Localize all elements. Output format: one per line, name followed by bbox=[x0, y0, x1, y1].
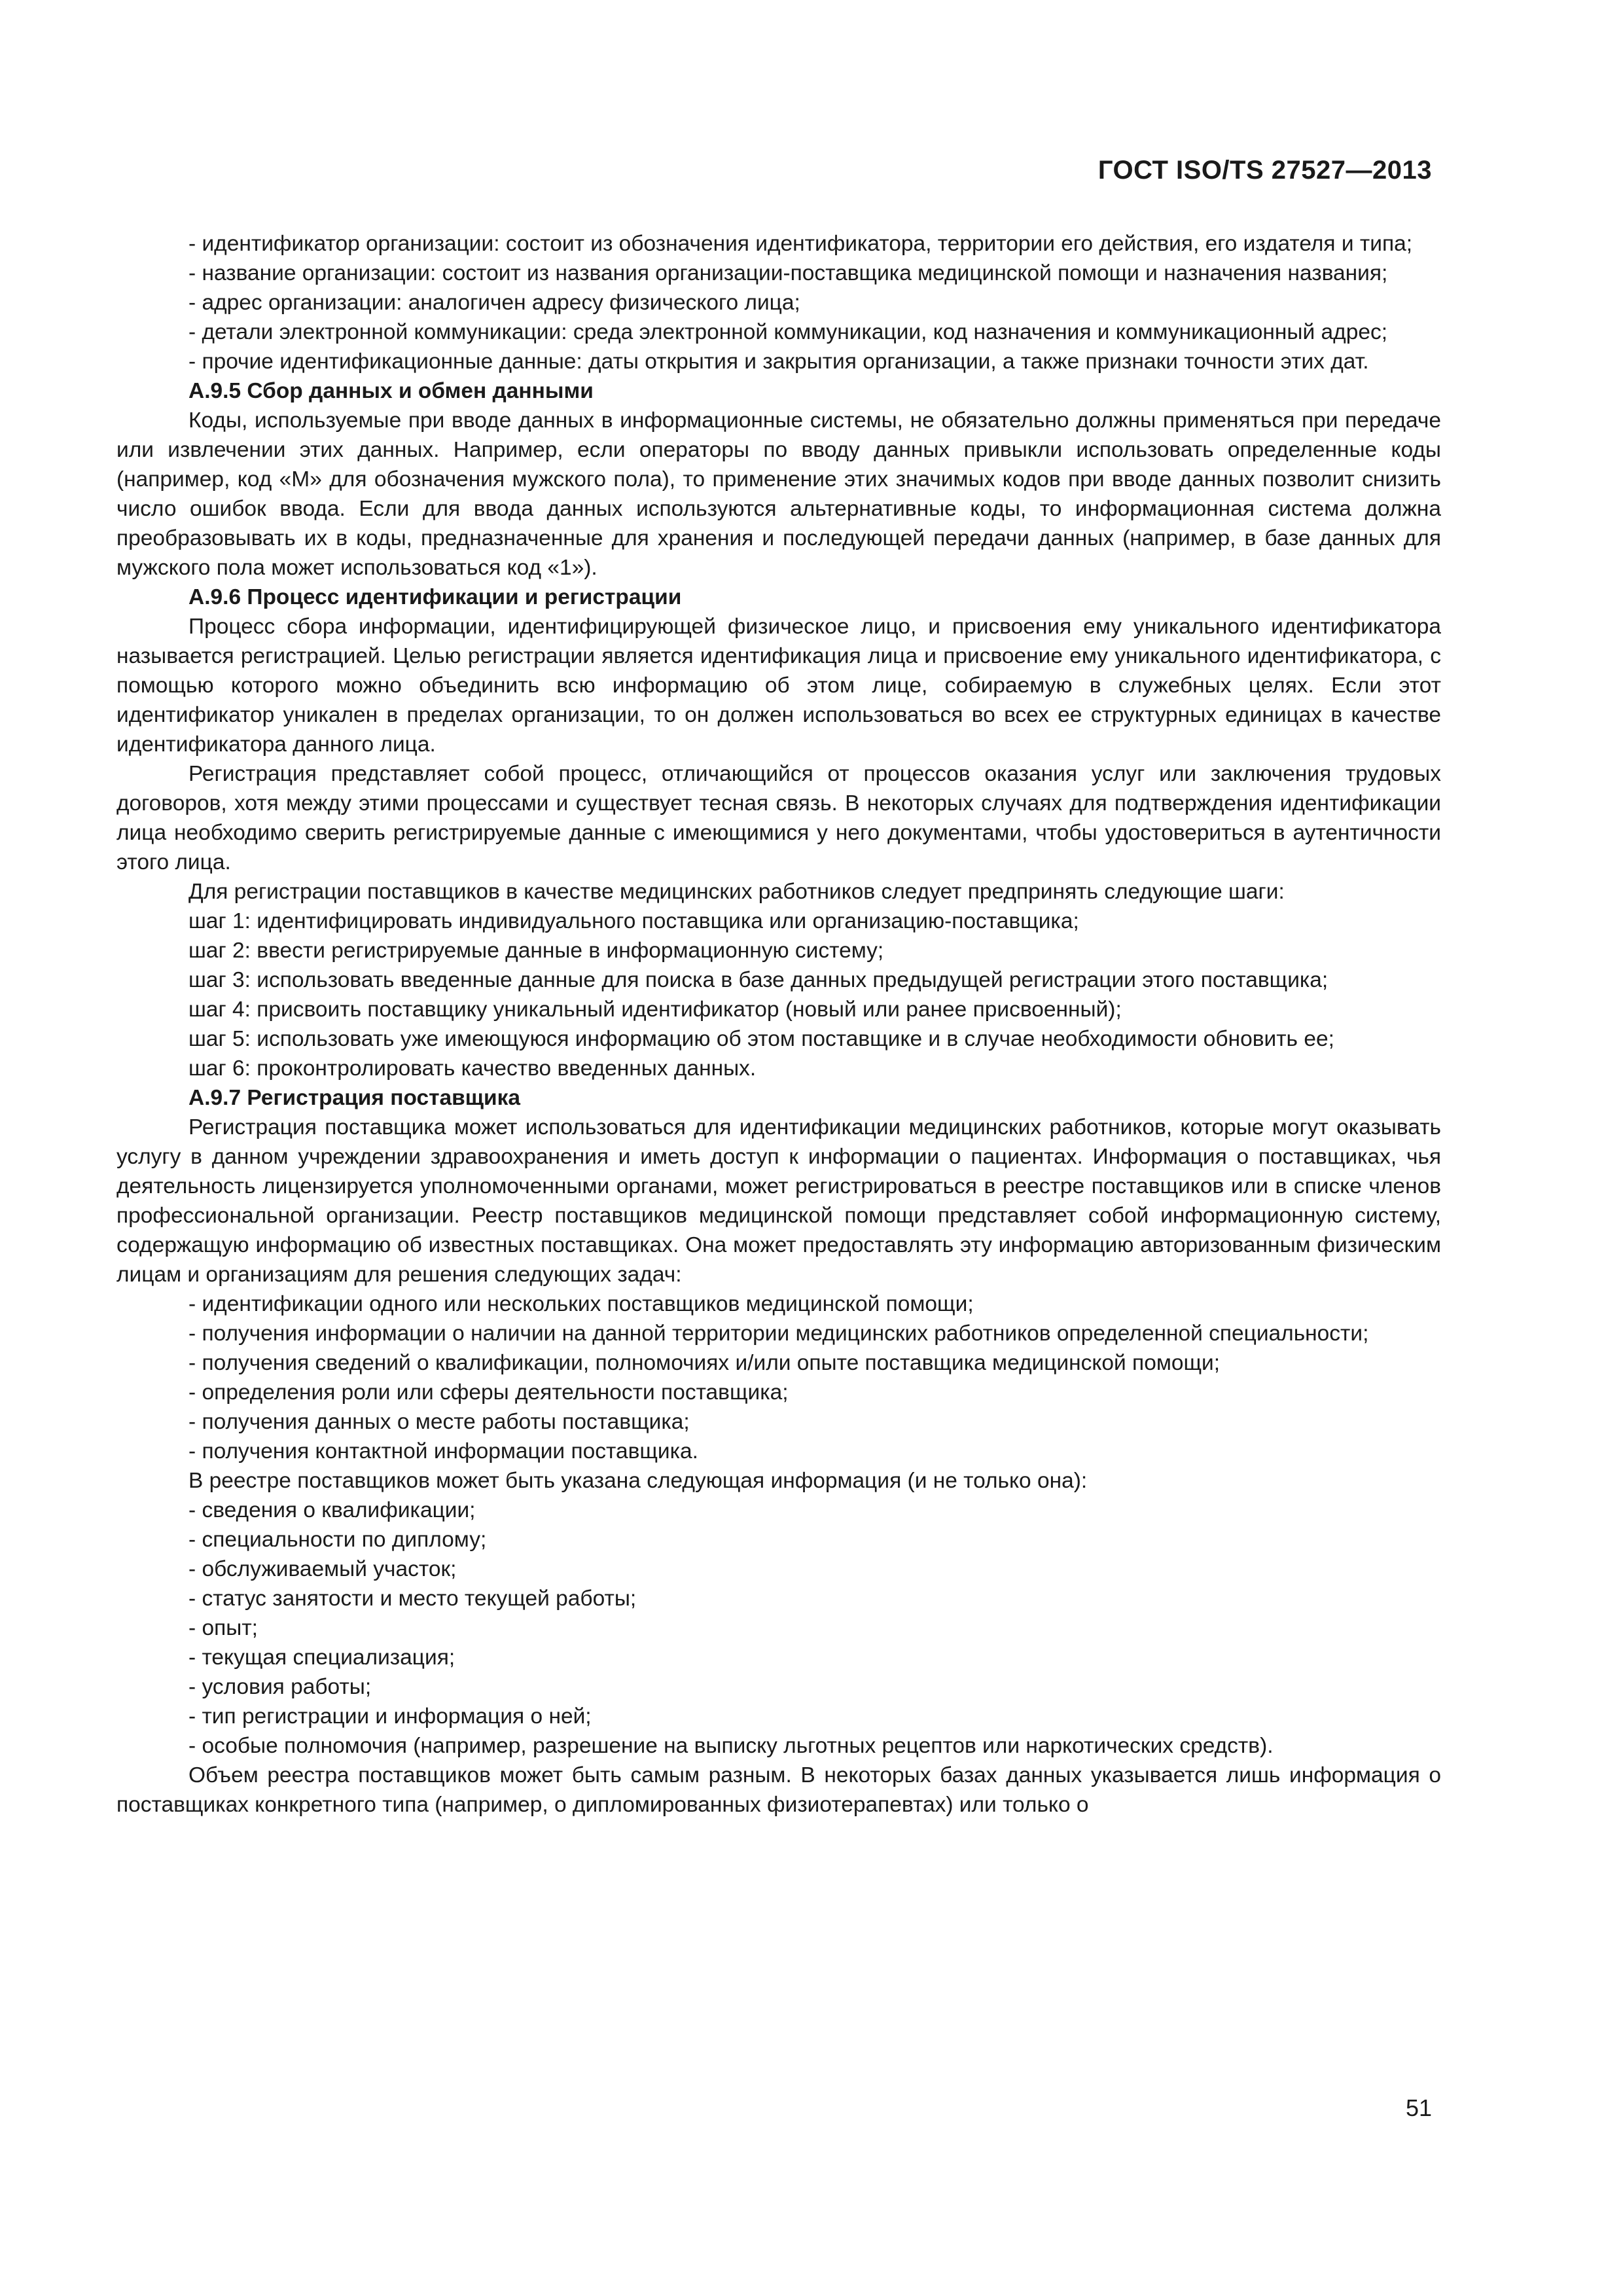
step-item: шаг 2: ввести регистрируемые данные в информационную систему; bbox=[188, 939, 884, 963]
paragraph: Регистрация представляет собой процесс, отличающийся от процессов оказания услуг или заключения трудовых договоров, хотя между этими процессами и существует тесная связь. В некоторых случаях для подтверждения идентификации лица необходимо сверить регистрируемые данные с имеющимися у него документами, чтобы удостовериться в аутентичности этого лица. bbox=[116, 762, 1441, 874]
step-item: шаг 5: использовать уже имеющуюся информацию об этом поставщике и в случае необходимости обновить ее; bbox=[188, 1027, 1334, 1051]
list-item: - получения информации о наличии на данной территории медицинских работников определенной специальности; bbox=[188, 1321, 1369, 1346]
list-item: - опыт; bbox=[188, 1616, 258, 1640]
paragraph: Коды, используемые при вводе данных в информационные системы, не обязательно должны применяться при передаче или извлечении этих данных. Например, если операторы по вводу данных привыкли использовать определенные коды (например, код «М» для обозначения мужского пола), то применение этих значимых кодов при вводе данных позволит снизить число ошибок ввода. Если для ввода данных используются альтернативные коды, то информационная система должна преобразовывать их в коды, предназначенные для хранения и последующей передачи данных (например, в базе данных для мужского пола может использоваться код «1»). bbox=[116, 408, 1441, 580]
list-item: - идентификатор организации: состоит из обозначения идентификатора, территории его действия, его издателя и типа; bbox=[188, 232, 1413, 256]
paragraph: Объем реестра поставщиков может быть самым разным. В некоторых базах данных указывается лишь информация о поставщиках конкретного типа (например, о дипломированных физиотерапевтах) или только о bbox=[116, 1763, 1441, 1817]
list-item: - получения контактной информации поставщика. bbox=[188, 1439, 698, 1463]
step-item: шаг 4: присвоить поставщику уникальный идентификатор (новый или ранее присвоенный); bbox=[188, 997, 1122, 1022]
list-item: - получения данных о месте работы поставщика; bbox=[188, 1410, 690, 1434]
step-item: шаг 6: проконтролировать качество введенных данных. bbox=[188, 1056, 757, 1081]
list-item: - получения сведений о квалификации, полномочиях и/или опыте поставщика медицинской помощи; bbox=[188, 1351, 1221, 1375]
section-heading-a95: А.9.5 Сбор данных и обмен данными bbox=[188, 379, 594, 403]
list-item: - особые полномочия (например, разрешение на выписку льготных рецептов или наркотических средств). bbox=[188, 1734, 1274, 1758]
page-body bbox=[116, 229, 1441, 1820]
step-item: шаг 1: идентифицировать индивидуального поставщика или организацию-поставщика; bbox=[188, 909, 1079, 933]
list-item: - тип регистрации и информация о ней; bbox=[188, 1704, 592, 1729]
step-item: шаг 3: использовать введенные данные для поиска в базе данных предыдущей регистрации этого поставщика; bbox=[188, 968, 1329, 992]
paragraph: В реестре поставщиков может быть указана следующая информация (и не только она): bbox=[188, 1469, 1088, 1493]
section-heading-a97: А.9.7 Регистрация поставщика bbox=[188, 1086, 521, 1110]
list-item: - сведения о квалификации; bbox=[188, 1498, 476, 1522]
list-item: - название организации: состоит из названия организации-поставщика медицинской помощи и назначения названия; bbox=[188, 261, 1388, 285]
document-code: ГОСТ ISO/TS 27527—2013 bbox=[1097, 156, 1432, 185]
list-item: - детали электронной коммуникации: среда электронной коммуникации, код назначения и коммуникационный адрес; bbox=[188, 320, 1388, 344]
list-item: - статус занятости и место текущей работы; bbox=[188, 1587, 637, 1611]
list-item: - определения роли или сферы деятельности поставщика; bbox=[188, 1380, 789, 1405]
paragraph: Для регистрации поставщиков в качестве медицинских работников следует предпринять следующие шаги: bbox=[188, 880, 1285, 904]
paragraph: Процесс сбора информации, идентифицирующей физическое лицо, и присвоения ему уникального идентификатора называется регистрацией. Целью регистрации является идентификация лица и присвоение ему уникального идентификатора, с помощью которого можно объединить всю информацию об этом лице, собираемую в служебных целях. Если этот идентификатор уникален в пределах организации, то он должен использоваться во всех ее структурных единицах в качестве идентификатора данного лица. bbox=[116, 615, 1441, 757]
section-heading-a96: А.9.6 Процесс идентификации и регистрации bbox=[188, 585, 682, 609]
list-item: - текущая специализация; bbox=[188, 1645, 455, 1670]
paragraph: Регистрация поставщика может использоваться для идентификации медицинских работников, которые могут оказывать услугу в данном учреждении здравоохранения и иметь доступ к информации о пациентах. Информация о поставщиках, чья деятельность лицензируется уполномоченными органами, может регистрироваться в реестре поставщиков или в списке членов профессиональной организации. Реестр поставщиков медицинской помощи представляет собой информационную систему, содержащую информацию об известных поставщиках. Она может предоставлять эту информацию авторизованным физическим лицам и организациям для решения следующих задач: bbox=[116, 1115, 1441, 1287]
list-item: - идентификации одного или нескольких поставщиков медицинской помощи; bbox=[188, 1292, 974, 1316]
list-item: - прочие идентификационные данные: даты открытия и закрытия организации, а также признаки точности этих дат. bbox=[188, 350, 1369, 374]
page-number: 51 bbox=[1405, 2094, 1432, 2121]
list-item: - условия работы; bbox=[188, 1675, 372, 1699]
list-item: - специальности по диплому; bbox=[188, 1528, 487, 1552]
list-item: - адрес организации: аналогичен адресу физического лица; bbox=[188, 291, 800, 315]
list-item: - обслуживаемый участок; bbox=[188, 1557, 457, 1581]
